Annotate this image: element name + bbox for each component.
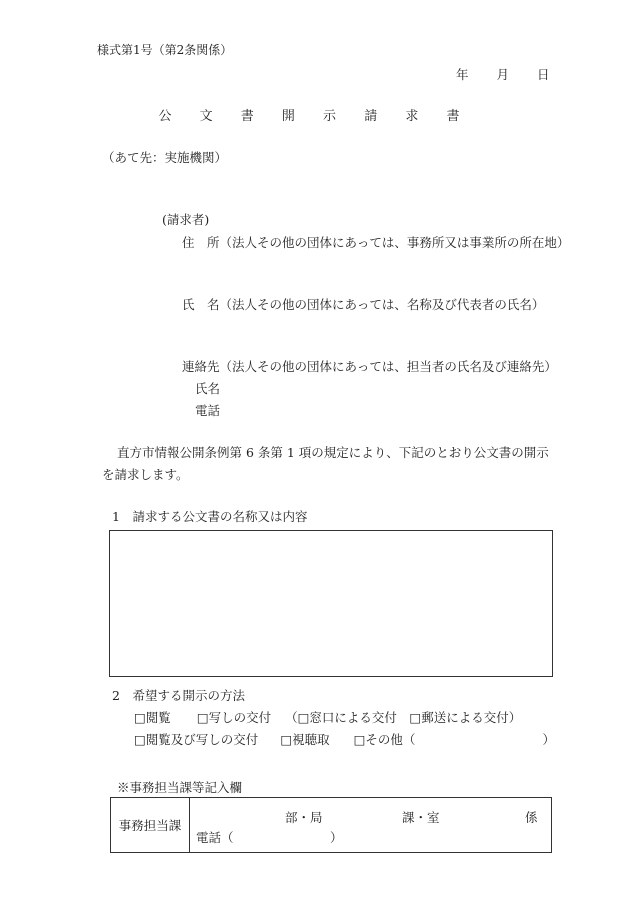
- option-other-close: ）: [542, 732, 555, 747]
- request-statement: 直方市情報公開条例第 6 条第 1 項の規定により、下記のとおり公文書の開示を請求します。: [102, 445, 549, 482]
- document-name-field[interactable]: [109, 530, 553, 677]
- option-copy-detail[interactable]: （□窓口による交付 □郵送による交付）: [285, 710, 522, 725]
- document-title: 公 文 書 開 示 請 求 書: [158, 109, 472, 124]
- date-day-label: 日: [537, 67, 550, 82]
- date-month-label: 月: [496, 67, 510, 82]
- office-kakari-label: 係: [525, 810, 538, 825]
- office-bu-label: 部・局: [285, 810, 323, 825]
- requester-name-label: 氏 名（法人その他の団体にあっては、名称及び代表者の氏名）: [182, 297, 545, 312]
- office-detail-cell[interactable]: [190, 798, 552, 853]
- section1-label: 1 請求する公文書の名称又は内容: [112, 509, 308, 524]
- office-tel-close: ）: [330, 830, 343, 845]
- contact-tel-label: 電話: [195, 403, 221, 418]
- office-cell-label: 事務担当課: [111, 798, 190, 853]
- section2-label: 2 希望する開示の方法: [112, 688, 245, 703]
- office-section-label: ※事務担当課等記入欄: [117, 780, 243, 795]
- addressee: （あて先：実施機関）: [102, 150, 228, 165]
- requester-contact-label: 連絡先（法人その他の団体にあっては、担当者の氏名及び連絡先）: [182, 359, 557, 374]
- office-tel-label: 電話（: [196, 830, 234, 845]
- office-table: [110, 797, 552, 853]
- disclosure-options-row1: [134, 708, 521, 726]
- contact-name-label: 氏名: [195, 381, 221, 396]
- option-view-checkbox[interactable]: □閲覧: [134, 710, 171, 725]
- date-line: [456, 65, 550, 83]
- requester-address-label: 住 所（法人その他の団体にあっては、事務所又は事業所の所在地）: [182, 235, 570, 250]
- form-number: 様式第1号（第2条関係）: [97, 43, 233, 57]
- disclosure-options-row2: [134, 730, 555, 748]
- office-ka-label: 課・室: [402, 810, 440, 825]
- option-audio-visual-checkbox[interactable]: □視聴取: [280, 732, 330, 747]
- date-year-label: 年: [456, 67, 469, 82]
- requester-label: (請求者): [162, 212, 210, 227]
- option-view-and-copy-checkbox[interactable]: □閲覧及び写しの交付: [134, 732, 259, 747]
- option-other-checkbox[interactable]: □その他（: [353, 732, 416, 747]
- option-copy-checkbox[interactable]: □写しの交付: [196, 710, 272, 725]
